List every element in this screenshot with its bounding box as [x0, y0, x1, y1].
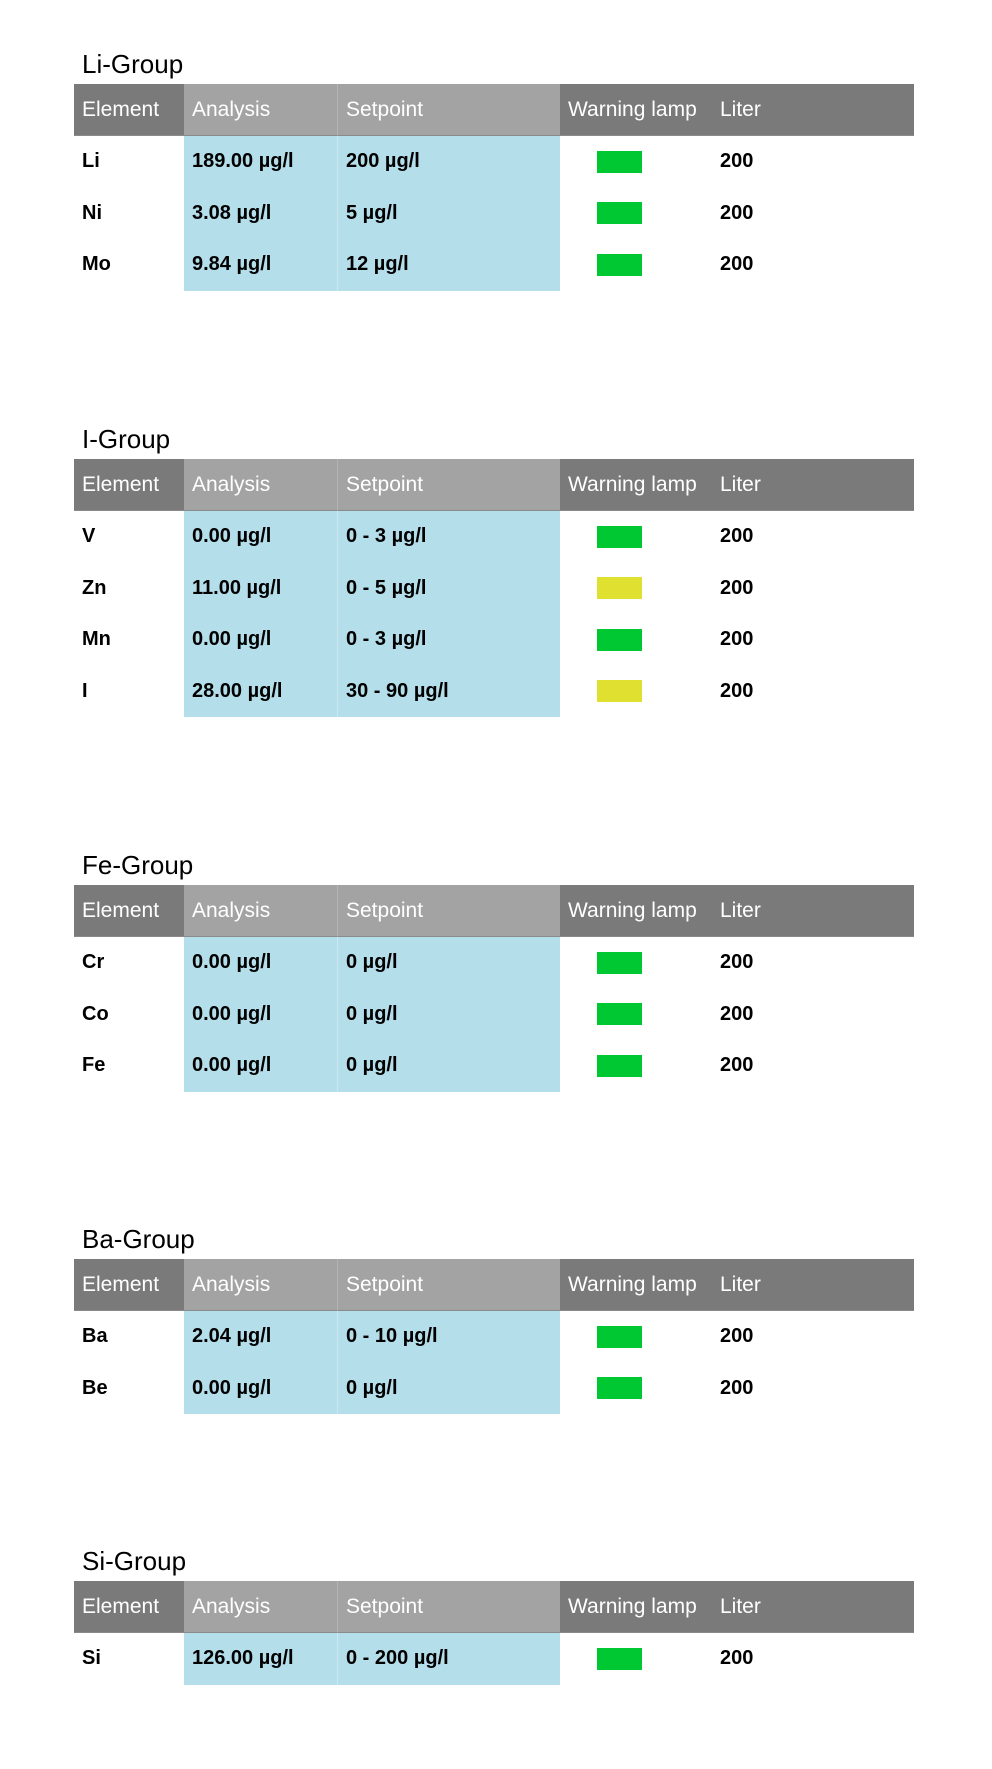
- table-row: [74, 614, 914, 666]
- header-analysis: Analysis: [184, 459, 338, 511]
- warning-lamp-cell: [560, 511, 712, 563]
- analysis-cell: 0.00 µg/l: [184, 937, 338, 989]
- warning-lamp-yellow: [597, 680, 642, 702]
- liter-cell: 200: [720, 1647, 754, 1670]
- table-header-row: [74, 1259, 914, 1311]
- warning-lamp-cell: [560, 1040, 712, 1092]
- warning-lamp-green: [597, 629, 642, 651]
- header-setpoint: Setpoint: [338, 1581, 560, 1633]
- header-element: Element: [74, 84, 184, 136]
- table-row: [74, 563, 914, 615]
- group-table: [74, 1259, 914, 1414]
- header-setpoint: Setpoint: [338, 84, 560, 136]
- warning-lamp-cell: [560, 239, 712, 291]
- element-cell: Li: [82, 150, 100, 173]
- element-cell: Si: [82, 1647, 101, 1670]
- table-row: [74, 1633, 914, 1685]
- liter-cell: 200: [720, 150, 754, 173]
- table-header-row: [74, 885, 914, 937]
- setpoint-cell: 0 - 3 µg/l: [338, 614, 560, 666]
- table-row: [74, 188, 914, 240]
- table-header-row: [74, 1581, 914, 1633]
- setpoint-cell: 5 µg/l: [338, 188, 560, 240]
- warning-lamp-cell: [560, 666, 712, 718]
- warning-lamp-green: [597, 151, 642, 173]
- header-element: Element: [74, 1581, 184, 1633]
- group-title: Si-Group: [82, 1546, 187, 1576]
- warning-lamp-cell: [560, 1363, 712, 1415]
- element-cell: Cr: [82, 951, 105, 974]
- header-liter: Liter: [712, 1259, 862, 1311]
- setpoint-cell: 0 µg/l: [338, 1363, 560, 1415]
- header-setpoint: Setpoint: [338, 459, 560, 511]
- warning-lamp-green: [597, 202, 642, 224]
- analysis-cell: 0.00 µg/l: [184, 1040, 338, 1092]
- liter-cell: 200: [720, 1376, 754, 1399]
- header-element: Element: [74, 459, 184, 511]
- analysis-cell: 0.00 µg/l: [184, 989, 338, 1041]
- warning-lamp-cell: [560, 1633, 712, 1685]
- warning-lamp-cell: [560, 614, 712, 666]
- element-cell: Zn: [82, 576, 107, 599]
- element-cell: Mn: [82, 628, 111, 651]
- group-title: Li-Group: [82, 49, 184, 79]
- setpoint-cell: 200 µg/l: [338, 136, 560, 188]
- liter-cell: 200: [720, 1002, 754, 1025]
- liter-cell: 200: [720, 1054, 754, 1077]
- setpoint-cell: 0 µg/l: [338, 989, 560, 1041]
- warning-lamp-cell: [560, 989, 712, 1041]
- header-warning-lamp: Warning lamp: [560, 459, 712, 511]
- table-row: [74, 1363, 914, 1415]
- warning-lamp-green: [597, 1377, 642, 1399]
- header-analysis: Analysis: [184, 1581, 338, 1633]
- analysis-cell: 28.00 µg/l: [184, 666, 338, 718]
- table-row: [74, 511, 914, 563]
- warning-lamp-green: [597, 1326, 642, 1348]
- header-element: Element: [74, 885, 184, 937]
- liter-cell: 200: [720, 1325, 754, 1348]
- element-cell: Be: [82, 1376, 108, 1399]
- setpoint-cell: 0 - 5 µg/l: [338, 563, 560, 615]
- header-liter: Liter: [712, 459, 862, 511]
- header-filler: [862, 459, 914, 511]
- header-warning-lamp: Warning lamp: [560, 885, 712, 937]
- group-title: Ba-Group: [82, 1224, 195, 1254]
- table-row: [74, 937, 914, 989]
- liter-cell: 200: [720, 951, 754, 974]
- header-setpoint: Setpoint: [338, 885, 560, 937]
- header-filler: [862, 885, 914, 937]
- analysis-cell: 3.08 µg/l: [184, 188, 338, 240]
- header-filler: [862, 1581, 914, 1633]
- warning-lamp-cell: [560, 1311, 712, 1363]
- warning-lamp-cell: [560, 563, 712, 615]
- header-liter: Liter: [712, 84, 862, 136]
- header-warning-lamp: Warning lamp: [560, 1259, 712, 1311]
- table-header-row: [74, 459, 914, 511]
- group-table: [74, 459, 914, 717]
- header-filler: [862, 1259, 914, 1311]
- header-warning-lamp: Warning lamp: [560, 1581, 712, 1633]
- group-title: Fe-Group: [82, 850, 194, 880]
- header-analysis: Analysis: [184, 84, 338, 136]
- header-analysis: Analysis: [184, 1259, 338, 1311]
- header-setpoint: Setpoint: [338, 1259, 560, 1311]
- warning-lamp-green: [597, 254, 642, 276]
- setpoint-cell: 12 µg/l: [338, 239, 560, 291]
- header-liter: Liter: [712, 885, 862, 937]
- liter-cell: 200: [720, 525, 754, 548]
- header-analysis: Analysis: [184, 885, 338, 937]
- table-row: [74, 1040, 914, 1092]
- group-table: [74, 1581, 914, 1685]
- analysis-cell: 0.00 µg/l: [184, 614, 338, 666]
- table-row: [74, 1311, 914, 1363]
- analysis-cell: 189.00 µg/l: [184, 136, 338, 188]
- header-filler: [862, 84, 914, 136]
- header-liter: Liter: [712, 1581, 862, 1633]
- element-cell: Co: [82, 1002, 109, 1025]
- setpoint-cell: 30 - 90 µg/l: [338, 666, 560, 718]
- liter-cell: 200: [720, 201, 754, 224]
- header-warning-lamp: Warning lamp: [560, 84, 712, 136]
- analysis-cell: 0.00 µg/l: [184, 511, 338, 563]
- table-row: [74, 989, 914, 1041]
- warning-lamp-cell: [560, 188, 712, 240]
- element-cell: V: [82, 525, 96, 548]
- analysis-cell: 126.00 µg/l: [184, 1633, 338, 1685]
- setpoint-cell: 0 µg/l: [338, 937, 560, 989]
- warning-lamp-green: [597, 1055, 642, 1077]
- analysis-cell: 9.84 µg/l: [184, 239, 338, 291]
- element-cell: Ni: [82, 201, 102, 224]
- table-row: [74, 239, 914, 291]
- liter-cell: 200: [720, 576, 754, 599]
- element-cell: Mo: [82, 253, 111, 276]
- table-row: [74, 666, 914, 718]
- setpoint-cell: 0 - 3 µg/l: [338, 511, 560, 563]
- warning-lamp-yellow: [597, 577, 642, 599]
- warning-lamp-green: [597, 526, 642, 548]
- warning-lamp-green: [597, 1648, 642, 1670]
- element-cell: Fe: [82, 1054, 106, 1077]
- analysis-cell: 0.00 µg/l: [184, 1363, 338, 1415]
- setpoint-cell: 0 µg/l: [338, 1040, 560, 1092]
- liter-cell: 200: [720, 253, 754, 276]
- element-cell: I: [82, 679, 88, 702]
- table-row: [74, 136, 914, 188]
- group-title: I-Group: [82, 424, 171, 454]
- liter-cell: 200: [720, 679, 754, 702]
- group-table: [74, 885, 914, 1092]
- liter-cell: 200: [720, 628, 754, 651]
- warning-lamp-green: [597, 952, 642, 974]
- group-table: [74, 84, 914, 291]
- header-element: Element: [74, 1259, 184, 1311]
- table-header-row: [74, 84, 914, 136]
- warning-lamp-cell: [560, 937, 712, 989]
- setpoint-cell: 0 - 10 µg/l: [338, 1311, 560, 1363]
- setpoint-cell: 0 - 200 µg/l: [338, 1633, 560, 1685]
- warning-lamp-green: [597, 1003, 642, 1025]
- analysis-cell: 11.00 µg/l: [184, 563, 338, 615]
- element-cell: Ba: [82, 1325, 108, 1348]
- warning-lamp-cell: [560, 136, 712, 188]
- analysis-cell: 2.04 µg/l: [184, 1311, 338, 1363]
